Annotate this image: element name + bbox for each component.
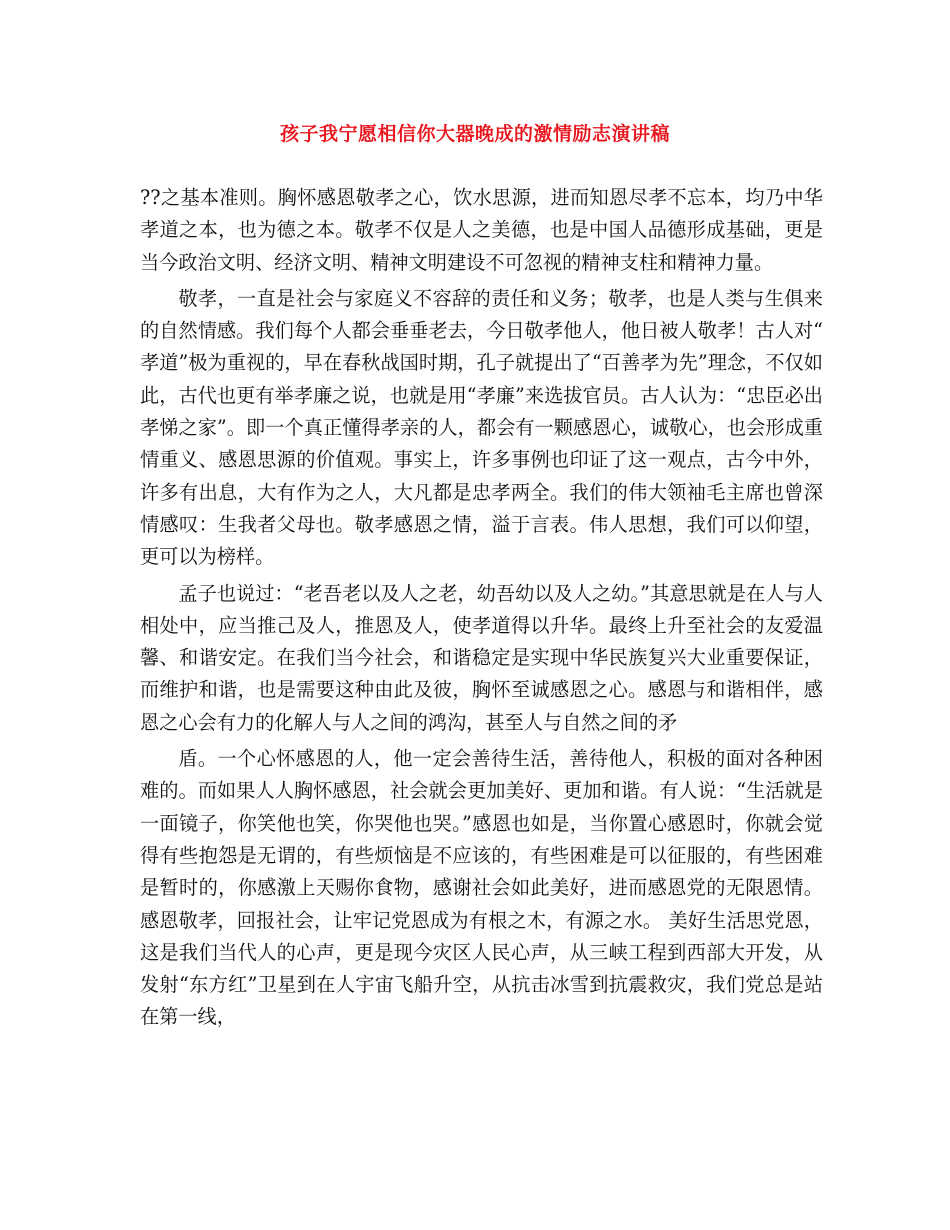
document-body: [140, 182, 823, 1038]
paragraph-2: 敬孝，一直是社会与家庭义不容辞的责任和义务；敬孝，也是人类与生俱来的自然情感。我们每个人都会垂垂老去，今日敬孝他人，他日被人敬孝！古人对“孝道”极为重视的，早在春秋战国时期，孔子就提出了“百善孝为先”理念，不仅如此，古代也更有举孝廉之说，也就是用“孝廉”来选拔官员。古人认为：“忠臣必出孝悌之家”。即一个真正懂得孝亲的人，都会有一颗感恩心，诚敬心，也会形成重情重义、感恩思源的价值观。事实上，许多事例也印证了这一观点，古今中外，许多有出息，大有作为之人，大凡都是忠孝两全。我们的伟大领袖毛主席也曾深情感叹：生我者父母也。敬孝感恩之情，溢于言表。伟人思想，我们可以仰望，更可以为榜样。: [140, 286, 823, 569]
paragraph-1: ??之基本准则。胸怀感恩敬孝之心，饮水思源，进而知恩尽孝不忘本，均乃中华孝道之本，也为德之本。敬孝不仅是人之美德，也是中国人品德形成基础，更是当今政治文明、经济文明、精神文明建设不可忽视的精神支柱和精神力量。: [140, 186, 823, 274]
document-title: 孩子我宁愿相信你大器晚成的激情励志演讲稿: [279, 123, 670, 145]
paragraph-3: 孟子也说过：“老吾老以及人之老，幼吾幼以及人之幼。”其意思就是在人与人相处中，应当推己及人，推恩及人，使孝道得以升华。最终上升至社会的友爱温馨、和谐安定。在我们当今社会，和谐稳定是实现中华民族复兴大业重要保证，而维护和谐，也是需要这种由此及彼，胸怀至诚感恩之心。感恩与和谐相伴，感恩之心会有力的化解人与人之间的鸿沟，甚至人与自然之间的矛: [140, 581, 823, 734]
paragraph-4: 盾。一个心怀感恩的人，他一定会善待生活，善待他人，积极的面对各种困难的。而如果人人胸怀感恩，社会就会更加美好、更加和谐。有人说：“生活就是一面镜子，你笑他也笑，你哭他也哭。”感恩也如是，当你置心感恩时，你就会觉得有些抱怨是无谓的，有些烦恼是不应该的，有些困难是可以征服的，有些困难是暂时的，你感激上天赐你食物，感谢社会如此美好，进而感恩党的无限恩情。感恩敬孝，回报社会，让牢记党恩成为有根之木，有源之水。 美好生活思党恩，这是我们当代人的心声，更是现今灾区人民心声，从三峡工程到西部大开发，从发射“东方红”卫星到在人宇宙飞船升空，从抗击冰雪到抗震救灾，我们党总是站在第一线，: [140, 747, 823, 1029]
